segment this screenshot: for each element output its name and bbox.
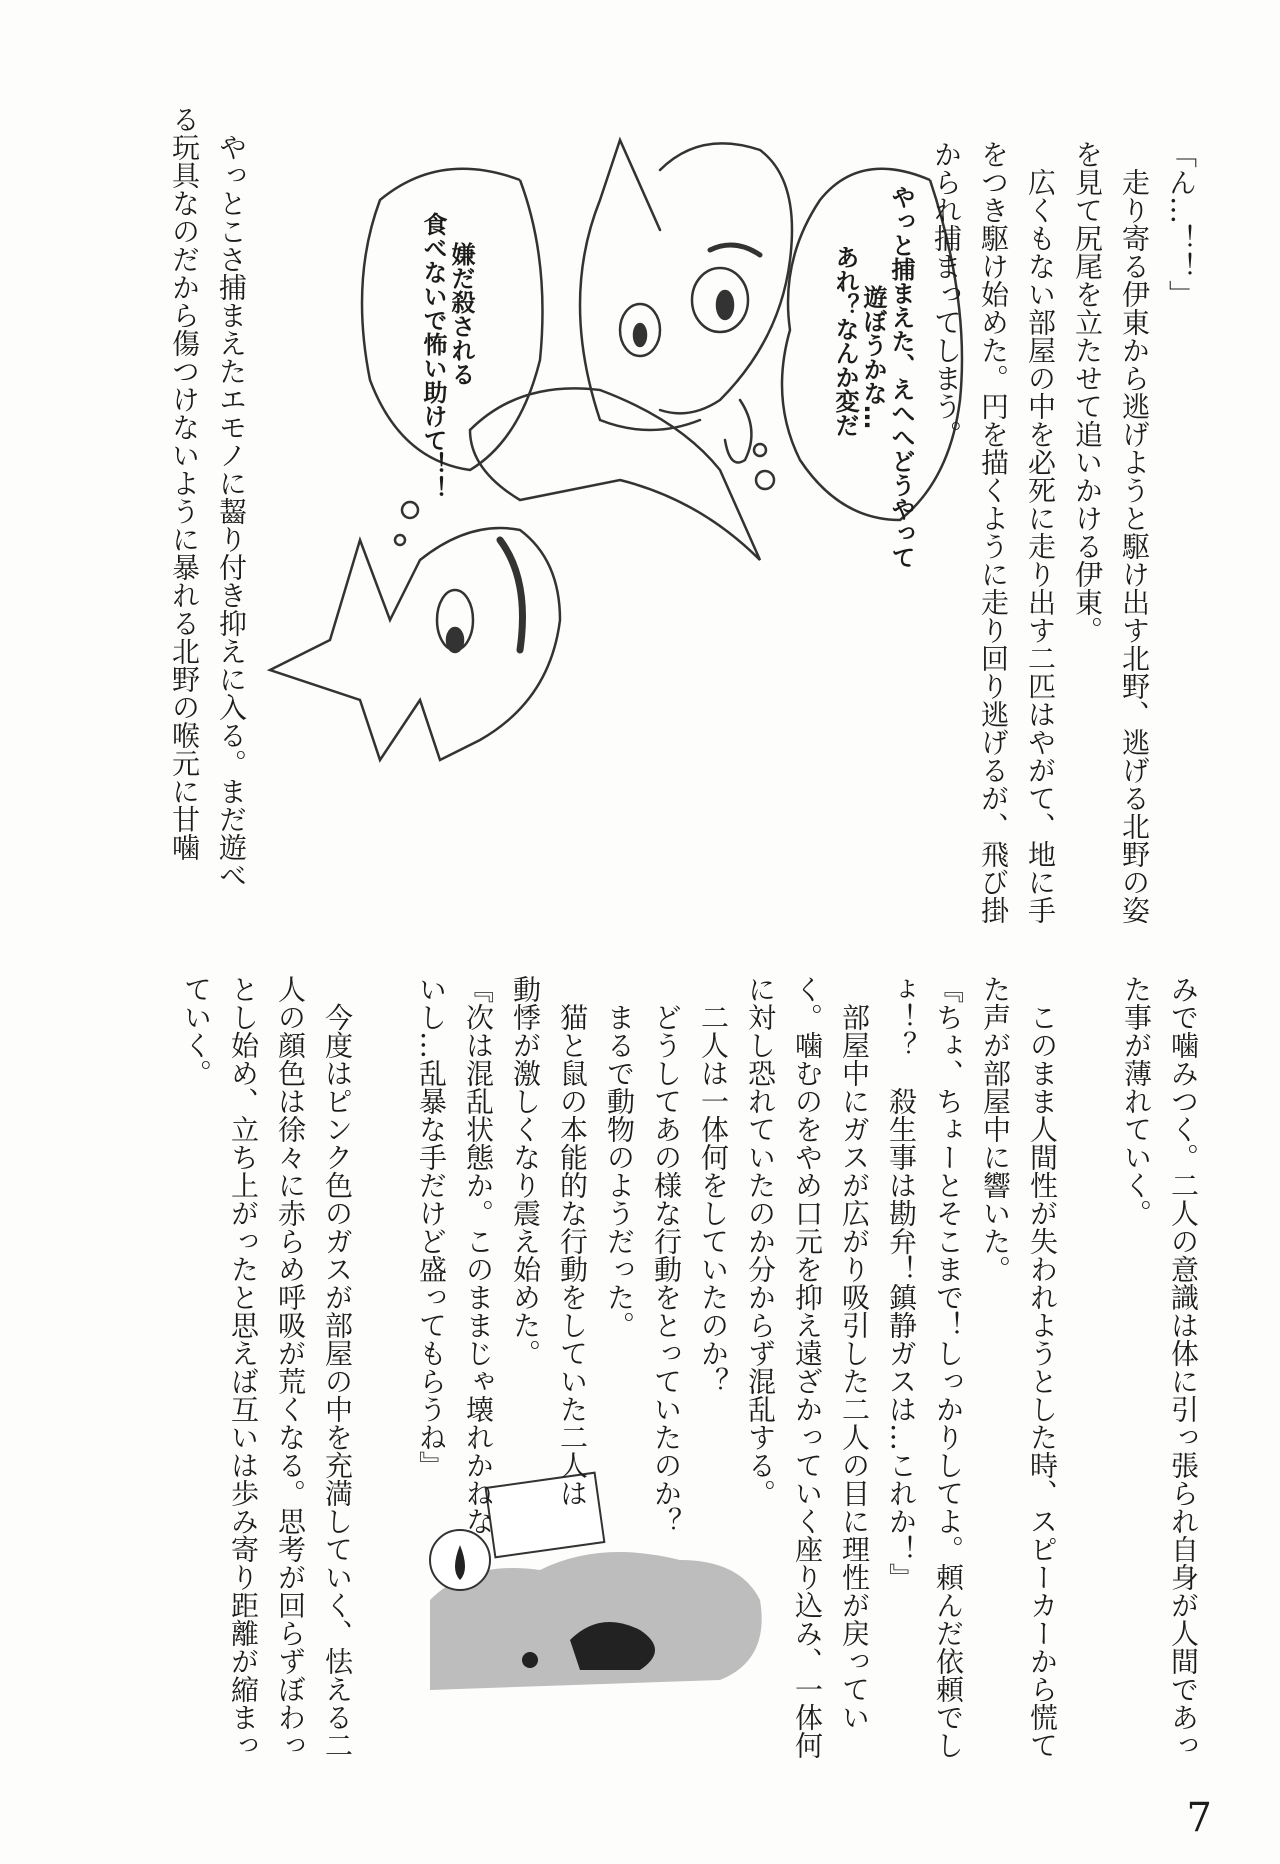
story-text-bottom	[173, 975, 1207, 1775]
text-line: た声が部屋中に響いた。	[979, 975, 1012, 1283]
text-line: みで噛みつく。二人の意識は体に引っ張られ自身が人間であっ	[1167, 975, 1200, 1759]
page-number: 7	[1186, 1795, 1212, 1841]
text-line: かられ捕まってしまう。	[930, 140, 963, 448]
text-line: 「ん…！！」	[1165, 140, 1198, 308]
text-line: く。噛むのをやめ口元を抑え遠ざかっていく座り込み、一体何	[791, 975, 824, 1759]
fox-character-illustration	[470, 140, 792, 560]
bubble-line: やっと捕まえた、えへへどうやって	[887, 185, 915, 569]
text-line: 部屋中にガスが広がり吸引した二人の目に理性が戻ってい	[838, 975, 871, 1731]
text-line: た事が薄れていく。	[1120, 975, 1153, 1227]
text-line: る玩具なのだから傷つけないように暴れる北野の喉元に甘噛	[168, 105, 201, 861]
bubble-line: 遊ぼうかな…	[859, 285, 887, 429]
text-line: 人の顔色は徐々に赤らめ呼吸が荒くなる。思考が回らずぼわっ	[274, 975, 307, 1759]
text-line: 動悸が激しくなり震え始めた。	[509, 975, 542, 1367]
text-line: をつき駆け始めた。円を描くように走り回り逃げるが、飛び掛	[977, 140, 1010, 924]
blank-line	[1066, 975, 1113, 1775]
text-line: ょ！？ 殺生事は勘弁！鎮静ガスは…これか！』	[885, 975, 918, 1591]
speech-bubble-ito	[831, 185, 915, 569]
text-line: 『ちょ、ちょーとそこまで！しっかりしてよ。頼んだ依頼でし	[932, 975, 965, 1759]
text-line: に対し恐れていたのか分からず混乱する。	[744, 975, 777, 1507]
cat-character-illustration	[270, 528, 560, 760]
text-line: とし始め、立ち上がったと思えば互いは歩み寄り距離が縮まっ	[227, 975, 260, 1759]
text-line: 猫と鼠の本能的な行動をしていた二人は	[556, 975, 589, 1507]
text-line: ていく。	[180, 975, 213, 1087]
text-line: どうしてあの様な行動をとっていたのか？	[650, 975, 683, 1535]
story-text-top-left	[161, 105, 255, 905]
text-line: 『次は混乱状態か。このままじゃ壊れかねな	[462, 975, 495, 1535]
text-line: 二人は一体何をしていたのか？	[697, 975, 730, 1395]
text-line: いし…乱暴な手だけど盛ってもらうね』	[415, 975, 448, 1479]
text-line: を見て尻尾を立たせて追いかける伊東。	[1071, 140, 1104, 644]
text-line: 広くもない部屋の中を必死に走り出す二匹はやがて、地に手	[1024, 140, 1057, 924]
bubble-line: 食べないで怖い助けて！！	[419, 212, 447, 500]
text-line: 走り寄る伊東から逃げようと駆け出す北野、逃げる北野の姿	[1118, 140, 1151, 924]
text-line: まるで動物のようだった。	[603, 975, 636, 1339]
blank-line	[361, 975, 408, 1775]
text-line: やっとこさ捕まえたエモノに齧り付き抑えに入る。まだ遊べ	[215, 105, 248, 889]
bubble-line: 嫌だ殺される	[447, 242, 475, 386]
text-line: このまま人間性が失われようとした時、スピーカーから慌て	[1026, 975, 1059, 1759]
story-text-top-right	[923, 140, 1205, 940]
speech-bubble-kitano	[419, 212, 475, 500]
bubble-line: あれ？なんか変だ	[831, 245, 859, 437]
text-line: 今度はピンク色のガスが部屋の中を充満していく、怯える二	[321, 975, 354, 1759]
